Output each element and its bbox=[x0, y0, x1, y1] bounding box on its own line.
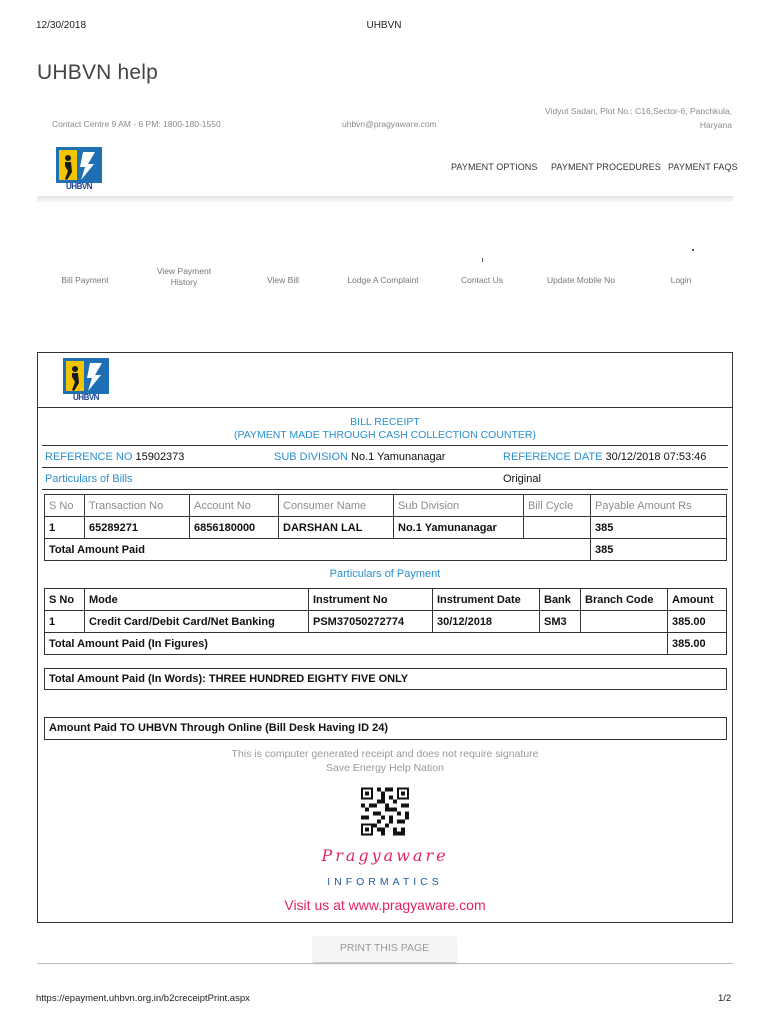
divider bbox=[42, 467, 728, 468]
particulars-of-bills: Particulars of Bills bbox=[45, 473, 133, 485]
email-link[interactable]: uhbvn@pragyaware.com bbox=[342, 119, 437, 129]
reference-no-label: REFERENCE NO bbox=[45, 451, 133, 463]
qr-code bbox=[361, 787, 409, 836]
table-cell: PSM37050272774 bbox=[309, 611, 433, 633]
table-cell: 1 bbox=[45, 517, 85, 539]
table-header-cell: Bank bbox=[540, 589, 581, 611]
subnav-view-payment-history-line2: History bbox=[170, 277, 198, 287]
qr-code-icon bbox=[361, 787, 409, 836]
total-amount-words: Total Amount Paid (In Words): THREE HUNDRED EIGHTY FIVE ONLY bbox=[44, 668, 727, 690]
header-divider bbox=[37, 196, 733, 202]
uhbvn-logo[interactable] bbox=[55, 146, 103, 194]
print-title: UHBVN bbox=[366, 20, 402, 31]
particulars-of-payment: Particulars of Payment bbox=[329, 568, 441, 580]
table-cell: SM3 bbox=[540, 611, 581, 633]
total-figures-label: Total Amount Paid (In Figures) bbox=[45, 633, 668, 655]
nav-payment-options[interactable]: PAYMENT OPTIONS bbox=[451, 162, 538, 172]
bills-table bbox=[44, 494, 727, 561]
subnav-contact-us[interactable]: Contact Us bbox=[460, 275, 504, 285]
computer-generated-note: This is computer generated receipt and does not require signature bbox=[231, 748, 539, 760]
subnav-update-mobile[interactable]: Update Mobile No bbox=[546, 275, 616, 285]
reference-date-value: 30/12/2018 07:53:46 bbox=[605, 451, 707, 463]
total-paid-label: Total Amount Paid bbox=[45, 539, 591, 561]
bottom-divider bbox=[37, 963, 733, 964]
address bbox=[502, 104, 732, 132]
logo-text: UHBVN bbox=[66, 182, 92, 191]
table-cell: No.1 Yamunanagar bbox=[394, 517, 524, 539]
site-title: UHBVN help bbox=[37, 61, 159, 84]
payment-table bbox=[44, 588, 727, 655]
sub-division-value: No.1 Yamunanagar bbox=[351, 451, 446, 463]
table-cell bbox=[581, 611, 668, 633]
pragyaware-brand-sub: INFORMATICS bbox=[327, 876, 443, 888]
footer-page: 1/2 bbox=[718, 993, 732, 1004]
table-cell: Credit Card/Debit Card/Net Banking bbox=[85, 611, 309, 633]
reference-no bbox=[45, 451, 184, 463]
table-header-cell: Transaction No bbox=[85, 495, 190, 517]
subnav-view-bill[interactable]: View Bill bbox=[267, 275, 299, 285]
amount-paid-through: Amount Paid TO UHBVN Through Online (Bill Desk Having ID 24) bbox=[44, 717, 727, 740]
nav-payment-procedures[interactable]: PAYMENT PROCEDURES bbox=[551, 162, 661, 172]
table-cell: 65289271 bbox=[85, 517, 190, 539]
table-cell bbox=[524, 517, 591, 539]
subnav-lodge-complaint[interactable]: Lodge A Complaint bbox=[347, 275, 419, 285]
divider bbox=[42, 489, 728, 490]
table-header-cell: Bill Cycle bbox=[524, 495, 591, 517]
table-cell: 6856180000 bbox=[190, 517, 279, 539]
copy-type: Original bbox=[503, 473, 541, 485]
table-header-cell: Instrument Date bbox=[433, 589, 540, 611]
table-header-cell: Account No bbox=[190, 495, 279, 517]
print-date: 12/30/2018 bbox=[36, 20, 87, 31]
total-paid-value: 385 bbox=[591, 539, 727, 561]
print-button[interactable]: PRINT THIS PAGE bbox=[313, 936, 456, 963]
table-header-row bbox=[45, 495, 727, 517]
subnav-view-payment-history[interactable] bbox=[139, 266, 229, 288]
table-cell: DARSHAN LAL bbox=[279, 517, 394, 539]
login-icon bbox=[692, 249, 694, 251]
address-line-1: Vidyut Sadan, Plot No.: C16,Sector-6, Panchkula, bbox=[545, 106, 732, 116]
subnav-login[interactable]: Login bbox=[670, 275, 692, 285]
contact-centre: Contact Centre 9 AM - 6 PM: 1800-180-1550 bbox=[52, 119, 221, 129]
receipt-logo-text: UHBVN bbox=[73, 393, 99, 402]
table-header-row bbox=[45, 589, 727, 611]
table-header-cell: Consumer Name bbox=[279, 495, 394, 517]
subnav-view-payment-history-line1: View Payment bbox=[156, 266, 212, 276]
address-line-2: Haryana bbox=[699, 120, 732, 130]
total-figures-value: 385.00 bbox=[668, 633, 727, 655]
table-total-row bbox=[45, 539, 727, 561]
table-header-cell: Payable Amount Rs bbox=[591, 495, 727, 517]
sub-division-label: SUB DIVISION bbox=[274, 451, 348, 463]
table-header-cell: Mode bbox=[85, 589, 309, 611]
receipt-logo bbox=[62, 357, 110, 405]
table-total-row bbox=[45, 633, 727, 655]
footer-url: https://epayment.uhbvn.org.in/b2creceiptPrint.aspx bbox=[36, 993, 250, 1004]
visit-link[interactable]: Visit us at www.pragyaware.com bbox=[284, 897, 486, 913]
table-cell: 1 bbox=[45, 611, 85, 633]
table-header-cell: Amount bbox=[668, 589, 727, 611]
table-cell: 385.00 bbox=[668, 611, 727, 633]
table-header-cell: Sub Division bbox=[394, 495, 524, 517]
table-row bbox=[45, 517, 727, 539]
sub-division bbox=[274, 451, 445, 463]
receipt-subtitle: (PAYMENT MADE THROUGH CASH COLLECTION COUNTER) bbox=[234, 429, 536, 441]
subnav-bill-payment[interactable]: Bill Payment bbox=[61, 275, 109, 285]
save-energy-note: Save Energy Help Nation bbox=[326, 762, 444, 774]
reference-no-value: 15902373 bbox=[135, 451, 185, 463]
table-header-cell: S No bbox=[45, 589, 85, 611]
nav-payment-faqs[interactable]: PAYMENT FAQS bbox=[668, 162, 738, 172]
contact-us-icon bbox=[482, 258, 484, 262]
receipt-logo-row bbox=[38, 353, 732, 408]
table-header-cell: S No bbox=[45, 495, 85, 517]
receipt-title: BILL RECEIPT bbox=[350, 416, 420, 428]
table-header-cell: Branch Code bbox=[581, 589, 668, 611]
reference-date-label: REFERENCE DATE bbox=[503, 451, 603, 463]
pragyaware-brand-script: Pragyaware bbox=[321, 846, 449, 865]
table-cell: 30/12/2018 bbox=[433, 611, 540, 633]
reference-date bbox=[503, 451, 706, 463]
table-header-cell: Instrument No bbox=[309, 589, 433, 611]
table-cell: 385 bbox=[591, 517, 727, 539]
table-row bbox=[45, 611, 727, 633]
divider bbox=[42, 445, 728, 446]
